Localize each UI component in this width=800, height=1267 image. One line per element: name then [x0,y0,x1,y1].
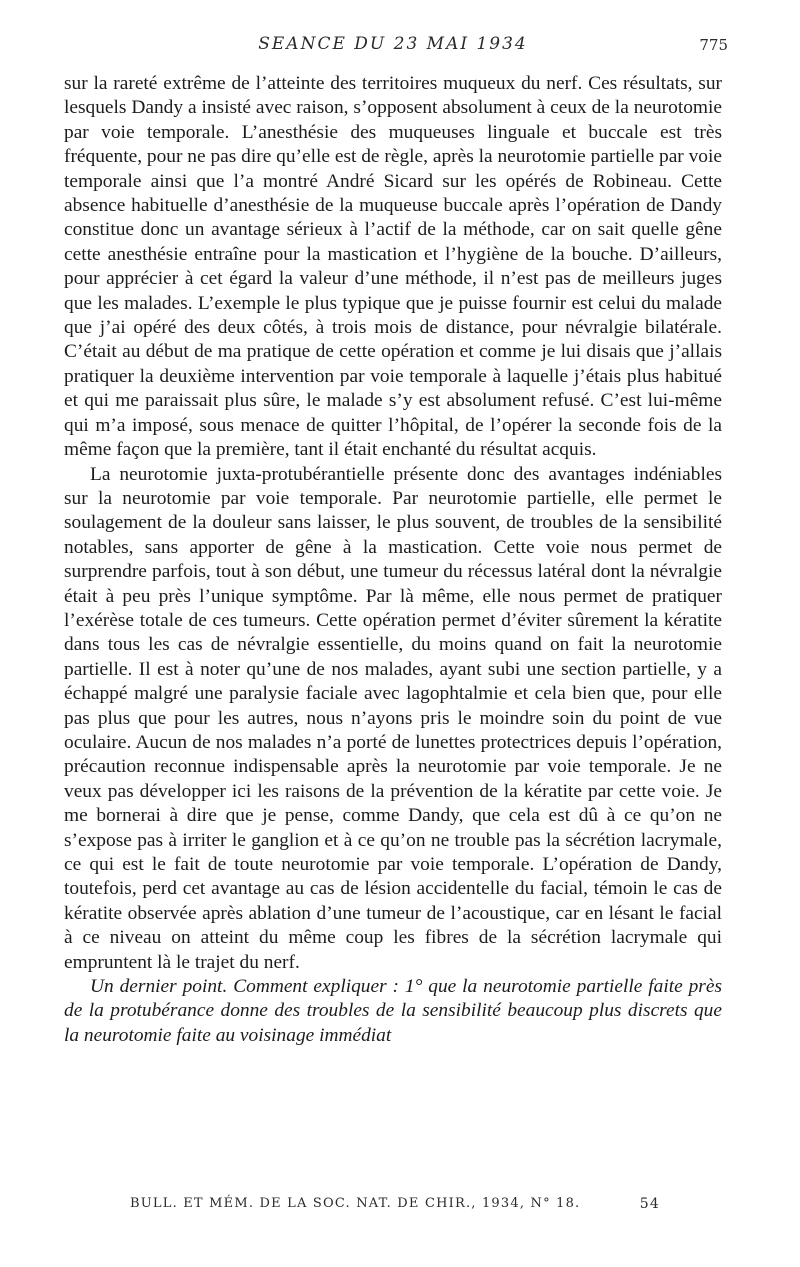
signature-mark: 54 [639,1196,660,1212]
paragraph-advantages: La neurotomie juxta-protubérantielle présente donc des avantages indéniables sur la neurotomie par voie temporale. Par neurotomie partielle, elle permet le soulagement de la douleur sans laisser, le plus souvent, de troubles de la sensibilité notables, sans apporter de gêne à la mastication. Cette voie nous permet de surprendre parfois, tout à son début, une tumeur du récessus latéral dont la névralgie était à peu près l’unique symptôme. Par là même, elle nous permet de pratiquer l’exérèse totale de ces tumeurs. Cette opération permet d’éviter sûrement la kératite dans tous les cas de névralgie essentielle, du moins quand on fait la neurotomie partielle. Il est à noter qu’une de nos malades, ayant subi une section partielle, y a échappé malgré une paralysie faciale avec lagophtalmie et cela bien que, pour elle pas plus que pour les autres, nous n’ayons pris le moindre soin du point de vue oculaire. Aucun de nos malades n’a porté de lunettes protectrices depuis l’opération, précaution reconnue indispensable après la neurotomie par voie temporale. Je ne veux pas développer ici les raisons de la prévention de la kératite par cette voie. Je me bornerai à dire que je pense, comme Dandy, que cela est dû à ce qu’on ne s’expose pas à irriter le ganglion et à ce qu’on ne trouble pas la sécrétion lacrymale, ce qui est le fait de toute neurotomie par voie temporale. L’opération de Dandy, toutefois, perd cet avantage au cas de lésion accidentelle du facial, témoin le cas de kératite observée après ablation d’une tumeur de l’acoustique, car en lésant le facial à ce niveau on atteint du même coup les fibres de la sécrétion lacrymale qui empruntent là le trajet du nerf. [64,463,722,973]
page-header [64,34,728,58]
running-title: SEANCE DU 23 MAI 1934 [258,34,528,54]
journal-reference: BULL. ET MÉM. DE LA SOC. NAT. DE CHIR., 1934, N° 18. [130,1196,581,1211]
paragraph-last-point: Un dernier point. Comment expliquer : 1° que la neurotomie partielle faite près de la protubérance donne des troubles de la sensibilité beaucoup plus discrets que la neurotomie faite au voisinage immédiat [64,976,722,1046]
paragraph-continuation: sur la rareté extrême de l’atteinte des territoires muqueux du nerf. Ces résultats, sur lesquels Dandy a insisté avec raison, s’opposent absolument à ceux de la neurotomie par voie temporale. L’anesthésie des muqueuses linguale et buccale est très fréquente, pour ne pas dire qu’elle est de règle, après la neurotomie partielle par voie temporale ainsi que l’a montré André Sicard sur les opérés de Robineau. Cette absence habituelle d’anesthésie de la muqueuse buccale après l’opération de Dandy constitue donc un avantage sérieux à l’actif de la méthode, car on sait quelle gêne cette anesthésie entraîne pour la mastication et l’hygiène de la bouche. D’ailleurs, pour apprécier à cet égard la valeur d’une méthode, il n’est pas de meilleurs juges que les malades. L’exemple le plus typique que je puisse fournir est celui du malade que j’ai opéré des deux côtés, à trois mois de distance, pour névralgie bilatérale. C’était au début de ma pratique de cette opération et comme je lui disais que j’allais pratiquer la deuxième intervention par voie temporale à laquelle j’étais plus habitué et qui me paraissait plus sûre, le malade s’y est absolument refusé. C’est lui-même qui m’a imposé, sous menace de quitter l’hôpital, de l’opérer la seconde fois de la même façon que la première, tant il était enchanté du résultat acquis. [64,73,722,461]
body-text [64,72,722,1048]
page-number: 775 [699,36,728,54]
